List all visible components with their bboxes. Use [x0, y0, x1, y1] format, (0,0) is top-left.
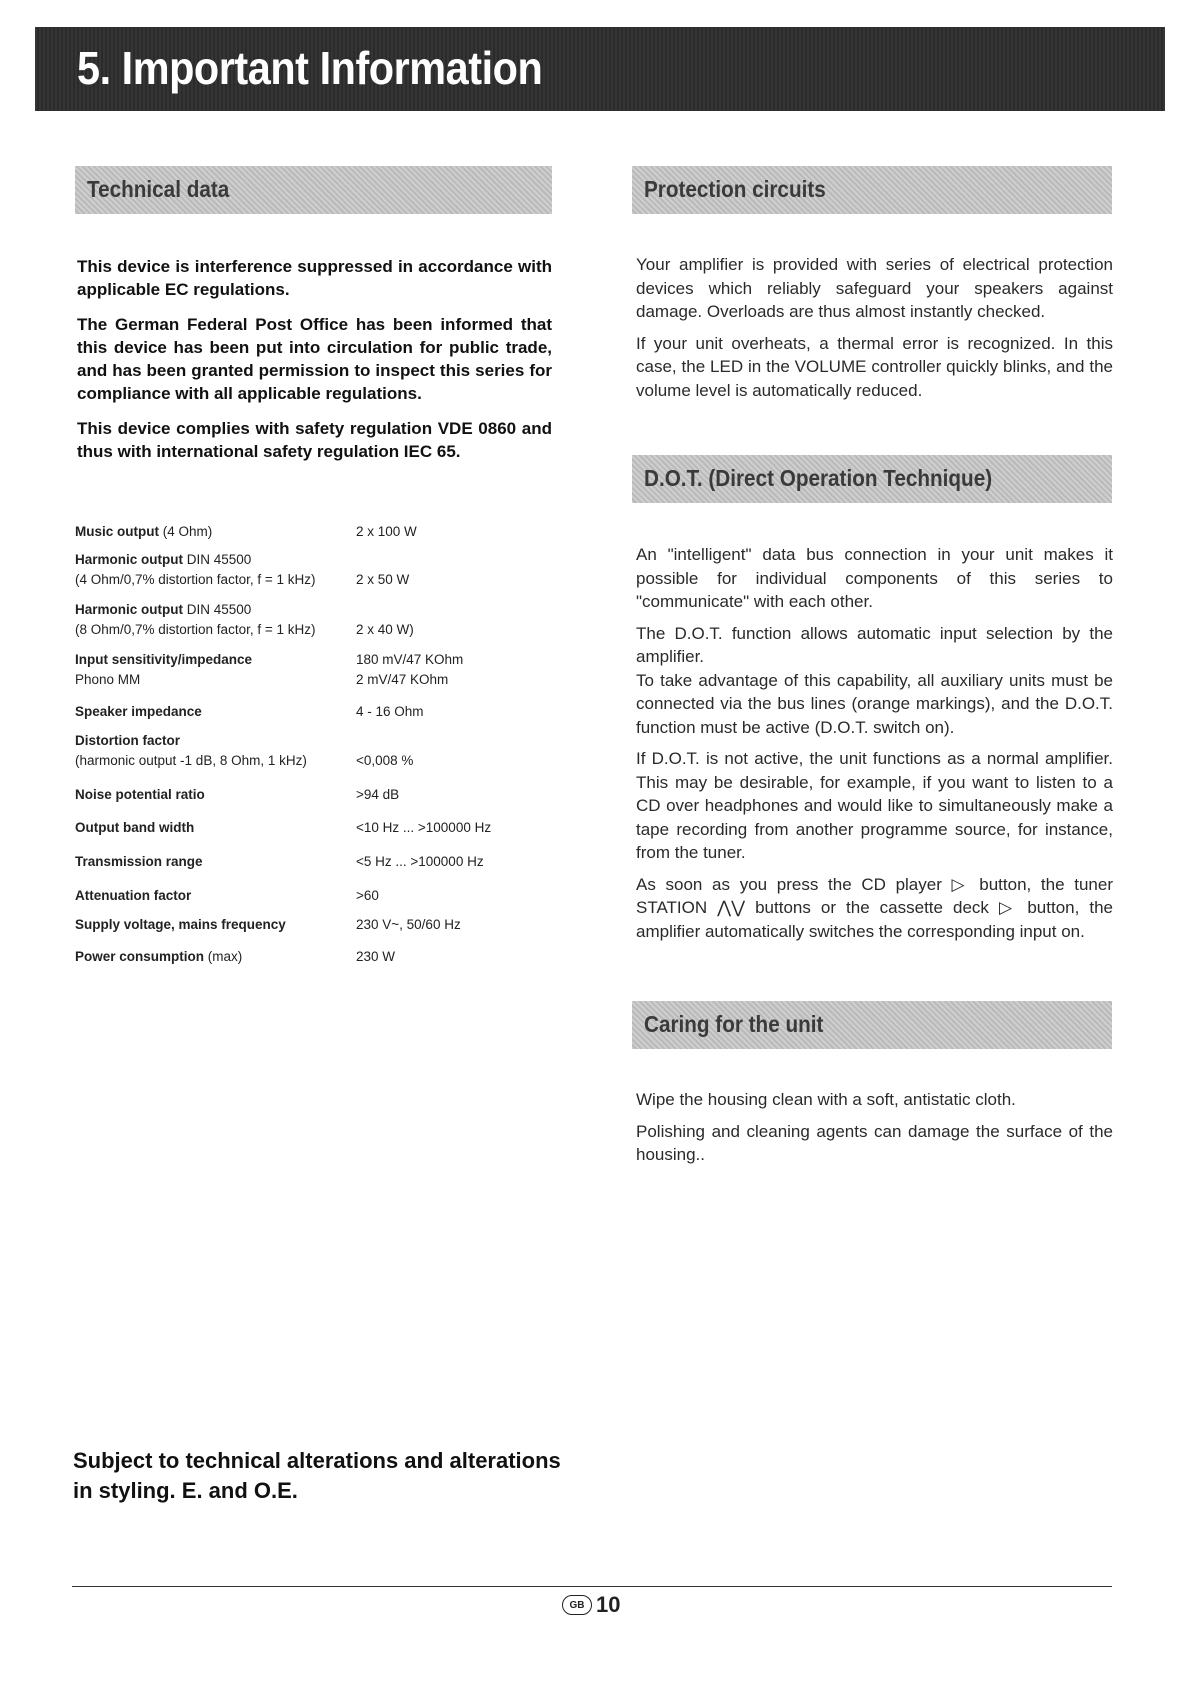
spec-value: >60 [356, 888, 379, 903]
dot-paragraph-5: As soon as you press the CD player ▷ button, the tuner STATION ⋀⋁ buttons or the cassette deck ▷ button, the amplifier automatically switches the corresponding input on. [636, 874, 1113, 941]
section-heading-protection [632, 166, 1112, 214]
spec-label: Distortion factor [75, 733, 181, 748]
protection-text [636, 253, 1113, 410]
section-heading-protection-label: Protection circuits [644, 176, 826, 202]
page-number [562, 1590, 620, 1620]
section-heading-caring [632, 1001, 1112, 1049]
spec-value: 2 mV/47 KOhm [356, 672, 449, 687]
spec-value: 230 V~, 50/60 Hz [356, 917, 461, 932]
protection-paragraph-2: If your unit overheats, a thermal error is recognized. In this case, the LED in the VOLUME controller quickly blinks, and the volume level is automatically reduced. [636, 333, 1113, 400]
spec-label: Harmonic output [75, 602, 183, 617]
caring-text [636, 1088, 1113, 1175]
page-number-value: 10 [596, 1592, 621, 1617]
section-heading-technical-data-label: Technical data [87, 176, 230, 202]
spec-detail: (max) [207, 949, 243, 964]
country-badge-icon: GB [562, 1595, 592, 1615]
spec-label: Noise potential ratio [75, 787, 205, 802]
spec-sub: (harmonic output -1 dB, 8 Ohm, 1 kHz) [75, 753, 307, 768]
spec-label: Output band width [75, 820, 195, 835]
spec-label: Power consumption [75, 949, 205, 964]
section-heading-dot [632, 455, 1112, 503]
spec-detail: (4 Ohm) [162, 524, 213, 539]
spec-label: Transmission range [75, 854, 203, 869]
dot-paragraph-4: If D.O.T. is not active, the unit functions as a normal amplifier. This may be desirable, for example, if you want to listen to a CD over headphones and would like to simultaneously make a tape recording from another programme source, for instance, from the tuner. [636, 749, 1113, 862]
spec-label: Music output [75, 524, 159, 539]
spec-label: Input sensitivity/impedance [75, 652, 253, 667]
spec-value: <5 Hz ... >100000 Hz [356, 854, 484, 869]
dot-text [636, 543, 1113, 951]
spec-sub: (8 Ohm/0,7% distortion factor, f = 1 kHz) [75, 622, 316, 637]
spec-value: 180 mV/47 KOhm [356, 652, 464, 667]
spec-value: 2 x 40 W) [356, 622, 414, 637]
spec-label: Harmonic output [75, 552, 183, 567]
caring-paragraph-2: Polishing and cleaning agents can damage the surface of the housing.. [636, 1121, 1113, 1164]
section-heading-technical-data [75, 166, 552, 214]
footer-note-line-1: Subject to technical alterations and alterations [73, 1448, 561, 1473]
dot-paragraph-3: To take advantage of this capability, all auxiliary units must be connected via the bus lines (orange markings), and the D.O.T. function must be active (D.O.T. switch on). [636, 670, 1113, 737]
title-bar [35, 27, 1165, 111]
spec-value: <10 Hz ... >100000 Hz [356, 820, 492, 835]
technical-paragraph-3: This device complies with safety regulation VDE 0860 and thus with international safety regulation IEC 65. [77, 419, 552, 461]
spec-label: Attenuation factor [75, 888, 192, 903]
footer-note [73, 1446, 593, 1506]
dot-paragraph-2: The D.O.T. function allows automatic input selection by the amplifier. [636, 623, 1113, 666]
technical-paragraph-1: This device is interference suppressed in accordance with applicable EC regulations. [77, 257, 552, 299]
spec-value: >94 dB [356, 787, 400, 802]
spec-label: Speaker impedance [75, 704, 202, 719]
spec-sub: (4 Ohm/0,7% distortion factor, f = 1 kHz) [75, 572, 316, 587]
spec-sub: Phono MM [75, 672, 141, 687]
spec-detail: DIN 45500 [186, 552, 252, 567]
spec-value: 2 x 50 W [356, 572, 410, 587]
footer-note-line-2: in styling. E. and O.E. [73, 1478, 298, 1503]
bottom-rule [72, 1586, 1112, 1587]
section-heading-caring-label: Caring for the unit [644, 1011, 824, 1037]
protection-paragraph-1: Your amplifier is provided with series of electrical protection devices which reliably safeguard your speakers against damage. Overloads are thus almost instantly checked. [636, 255, 1113, 321]
spec-value: <0,008 % [356, 753, 414, 768]
caring-paragraph-1: Wipe the housing clean with a soft, antistatic cloth. [636, 1090, 1016, 1109]
spec-label: Supply voltage, mains frequency [75, 917, 286, 932]
page-title: 5. Important Information [77, 42, 543, 94]
spec-value: 230 W [356, 949, 396, 964]
spec-value: 4 - 16 Ohm [356, 704, 424, 719]
dot-paragraph-1: An "intelligent" data bus connection in your unit makes it possible for individual components of this series to "communicate" with each other. [636, 545, 1113, 611]
spec-value: 2 x 100 W [356, 524, 417, 539]
technical-paragraph-2: The German Federal Post Office has been informed that this device has been put into circulation for public trade, and has been granted permission to inspect this series for compliance with all applicable regulations. [77, 315, 552, 403]
section-heading-dot-label: D.O.T. (Direct Operation Technique) [644, 465, 993, 491]
spec-detail: DIN 45500 [186, 602, 252, 617]
